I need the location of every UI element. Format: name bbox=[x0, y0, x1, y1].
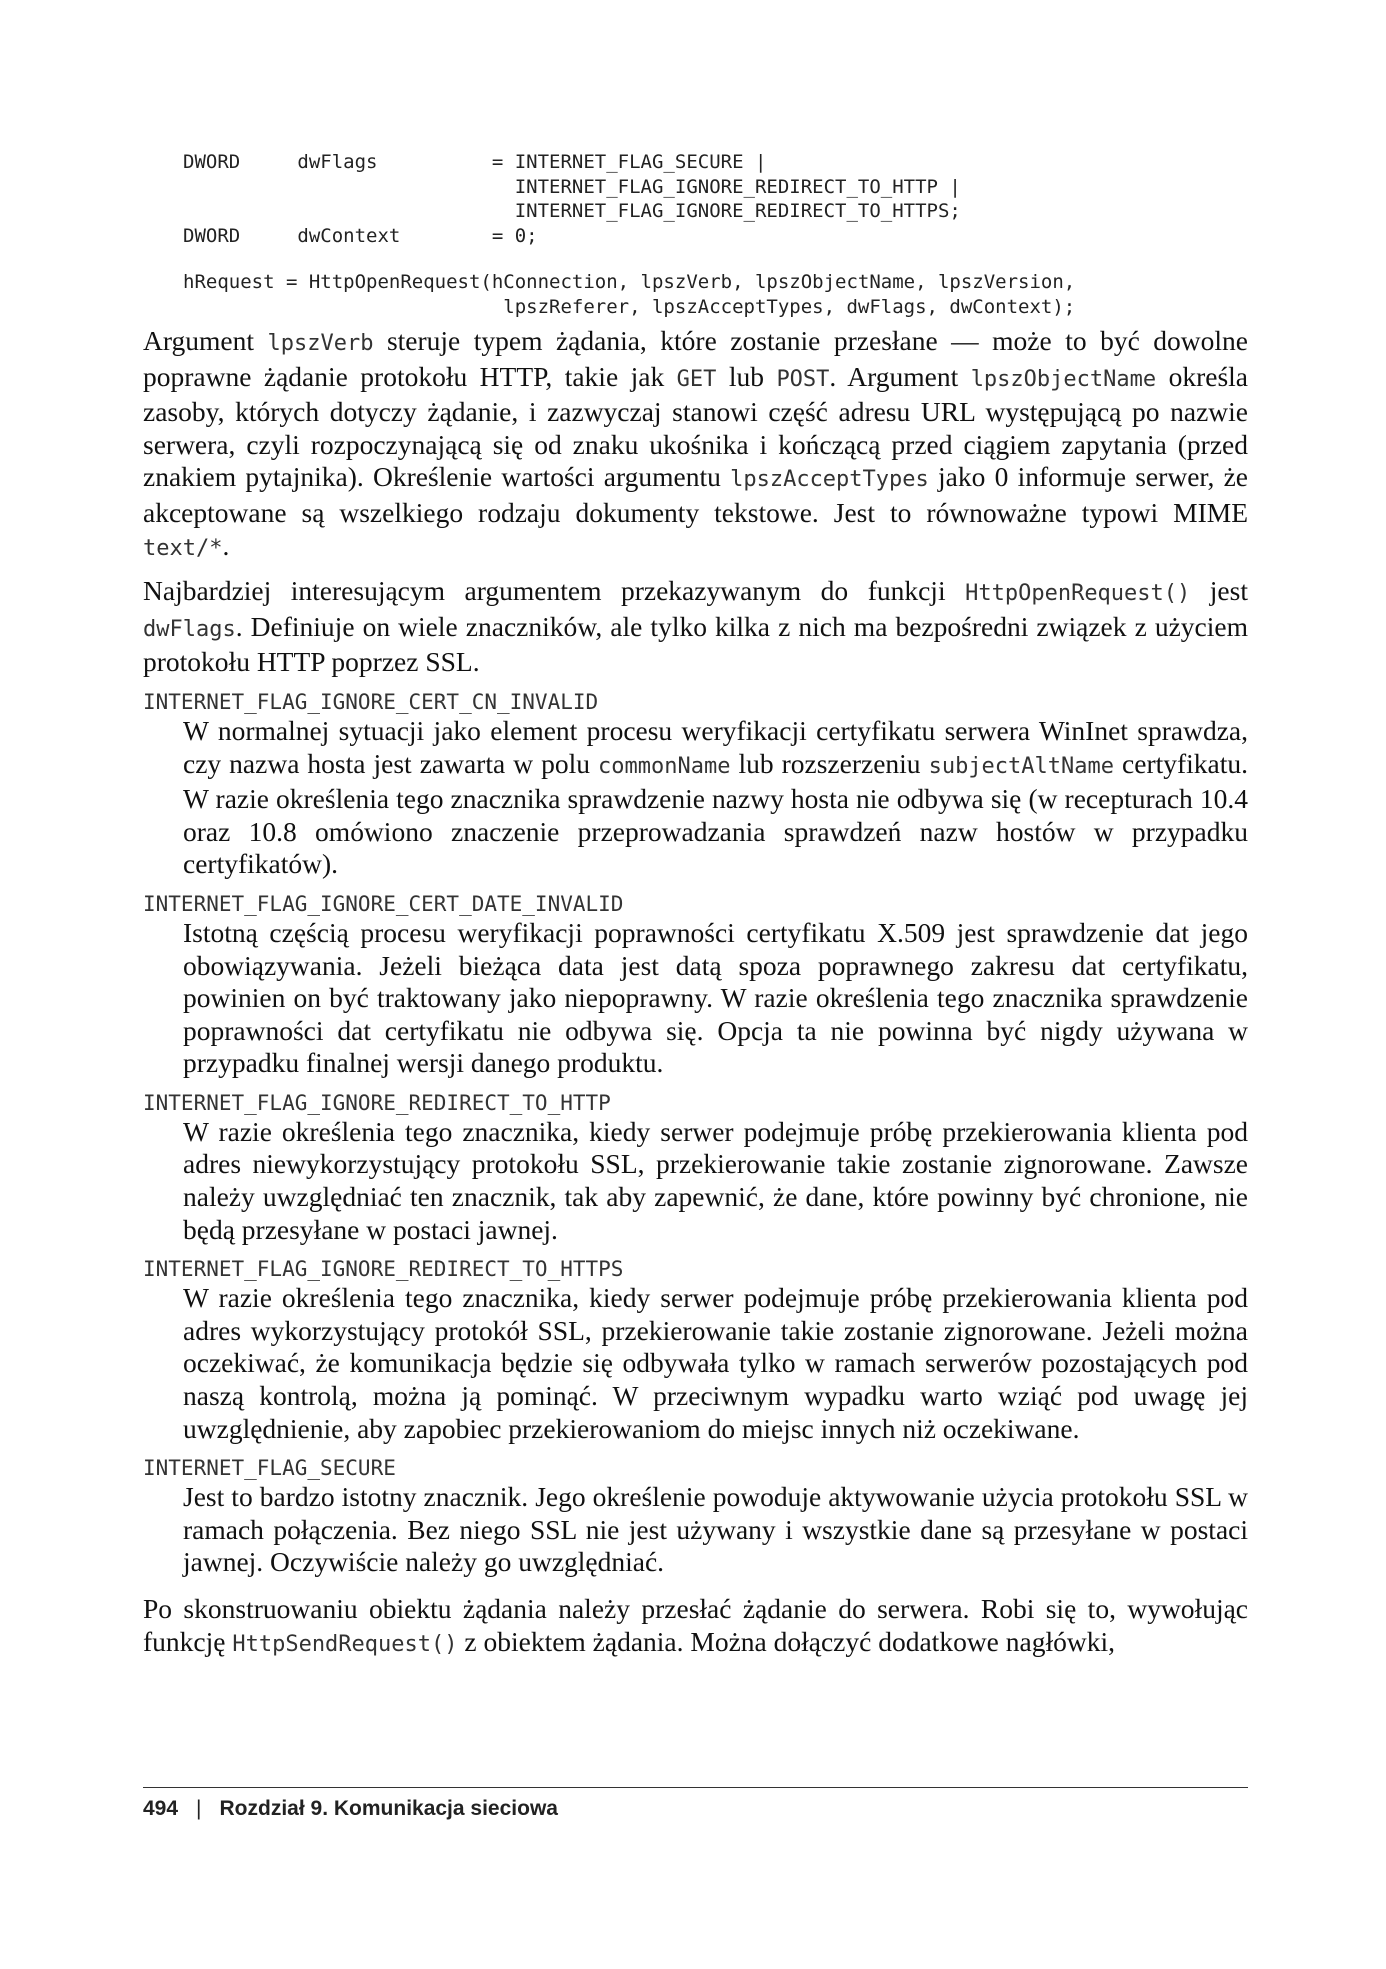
paragraph-arguments bbox=[143, 325, 1248, 565]
chapter-title: Rozdział 9. Komunikacja sieciowa bbox=[219, 1797, 558, 1820]
text-run: jest bbox=[1190, 575, 1248, 607]
page-footer bbox=[143, 1797, 558, 1821]
inline-code: lpszVerb bbox=[267, 331, 374, 356]
inline-code: commonName bbox=[597, 753, 731, 779]
flag-cert-cn-invalid bbox=[143, 689, 1248, 881]
text-run: Najbardziej interesującym argumentem przekazywanym do funkcji bbox=[143, 575, 966, 607]
inline-code: lpszAcceptTypes bbox=[730, 467, 929, 493]
flag-description bbox=[183, 715, 1248, 881]
inline-code: subjectAltName bbox=[928, 753, 1115, 779]
flag-description: W razie określenia tego znacznika, kiedy serwer podejmuje próbę przekierowania klienta pod adres wykorzystujący protokół SSL, przekierowanie takie zostanie zignorowane. Jeżeli można oczekiwać, że komunikacja będzie się odbywała tylko w ramach serwerów pozostających pod naszą kontrolą, można ją pominąć. W przeciwnym wypadku warto wziąć pod uwagę jej uwzględnienie, aby zapobiec przekierowaniom do miejsc innych niż oczekiwane. bbox=[183, 1282, 1248, 1444]
text-run: steruje typem żądania, które zostanie przesłane — może to być dowolne poprawne żądanie protokołu HTTP, takie jak bbox=[143, 325, 1248, 392]
inline-code: HttpSendRequest() bbox=[232, 1631, 458, 1657]
flag-term: INTERNET_FLAG_IGNORE_REDIRECT_TO_HTTP bbox=[143, 1090, 611, 1115]
footer-separator: | bbox=[196, 1797, 202, 1820]
code-block-http-open-request: hRequest = HttpOpenRequest(hConnection, lpszVerb, lpszObjectName, lpszVersion, lpszReferer, lpszAcceptTypes, dwFlags, dwContext); bbox=[183, 271, 1076, 318]
page-content bbox=[143, 150, 1248, 1661]
inline-code: lpszObjectName bbox=[970, 366, 1157, 392]
inline-code: GET bbox=[676, 366, 717, 392]
text-run: z obiektem żądania. Można dołączyć dodatkowe nagłówki, bbox=[457, 1625, 1115, 1657]
text-run: . Definiuje on wiele znaczników, ale tylko kilka z nich ma bezpośredni związek z użyciem protokołu HTTP poprzez SSL. bbox=[143, 610, 1248, 678]
inline-code: HttpOpenRequest() bbox=[965, 581, 1191, 607]
flag-redirect-to-http bbox=[143, 1090, 1248, 1246]
flag-secure bbox=[143, 1455, 1248, 1579]
footer-divider bbox=[143, 1787, 1248, 1788]
flag-term: INTERNET_FLAG_IGNORE_REDIRECT_TO_HTTPS bbox=[143, 1257, 624, 1282]
paragraph-dwflags bbox=[143, 575, 1248, 679]
code-block-declarations: DWORD dwFlags = INTERNET_FLAG_SECURE | INTERNET_FLAG_IGNORE_REDIRECT_TO_HTTP | INTERNET_FLAG_IGNORE_REDIRECT_TO_HTTPS; DWORD dwContext = 0; bbox=[183, 151, 961, 247]
paragraph-send-request bbox=[143, 1593, 1248, 1661]
flag-term: INTERNET_FLAG_IGNORE_CERT_CN_INVALID bbox=[143, 689, 599, 714]
flag-redirect-to-https bbox=[143, 1256, 1248, 1445]
text-run: . bbox=[222, 529, 230, 561]
inline-code: dwFlags bbox=[143, 616, 236, 642]
flag-description: Jest to bardzo istotny znacznik. Jego określenie powoduje aktywowanie użycia protokołu SSL w ramach połączenia. Bez niego SSL nie jest używany i wszystkie dane są przesyłane w postaci jawnej. Oczywiście należy go uwzględniać. bbox=[183, 1481, 1248, 1578]
flag-term: INTERNET_FLAG_IGNORE_CERT_DATE_INVALID bbox=[143, 891, 624, 916]
flag-cert-date-invalid bbox=[143, 891, 1248, 1080]
text-run: określa zasoby, których dotyczy żądanie, i zazwyczaj stanowi część adresu URL występującą po nazwie serwera, czyli rozpoczynającą się od znaku ukośnika i kończącą przed ciągiem zapytania (przed znakiem pytajnika). Określenie wartości argumentu bbox=[143, 360, 1248, 493]
flag-description: W razie określenia tego znacznika, kiedy serwer podejmuje próbę przekierowania klienta pod adres niewykorzystujący protokołu SSL, przekierowanie takie zostanie zignorowane. Zawsze należy uwzględniać ten znacznik, tak aby zapewnić, że dane, które powinny być chronione, nie będą przesyłane w postaci jawnej. bbox=[183, 1115, 1248, 1245]
inline-code: POST bbox=[776, 366, 830, 392]
text-run: certyfikatu. W razie określenia tego znacznika sprawdzenie nazwy hosta nie odbywa się (w recepturach 10.4 oraz 10.8 omówiono znaczenie przeprowadzania sprawdzeń nazw hostów w przypadku certyfikatów). bbox=[183, 747, 1249, 880]
text-run: lub rozszerzeniu bbox=[730, 747, 929, 779]
flag-term: INTERNET_FLAG_SECURE bbox=[143, 1456, 396, 1481]
text-run: jako 0 informuje serwer, że akceptowane są wszelkiego rodzaju dokumenty tekstowe. Jest to równoważne typowi MIME bbox=[143, 461, 1248, 528]
page-number: 494 bbox=[143, 1797, 179, 1820]
inline-code: text/* bbox=[143, 535, 223, 561]
text-run: . Argument bbox=[829, 360, 971, 392]
text-run: Argument bbox=[143, 325, 268, 356]
flag-description: Istotną częścią procesu weryfikacji poprawności certyfikatu X.509 jest sprawdzenie dat jego obowiązywania. Jeżeli bieżąca data jest datą spoza poprawnego zakresu dat certyfikatu, powinien on być traktowany jako niepoprawny. W razie określenia tego znacznika sprawdzenie poprawności dat certyfikatu nie odbywa się. Opcja ta nie powinna być nigdy używana w przypadku finalnej wersji danego produktu. bbox=[183, 916, 1248, 1079]
text-run: W normalnej sytuacji jako element procesu weryfikacji certyfikatu serwera WinInet sprawdza, czy nazwa hosta jest zawarta w polu bbox=[183, 714, 1248, 779]
text-run: Po skonstruowaniu obiektu żądania należy przesłać żądanie do serwera. Robi się to, wywołując funkcję bbox=[143, 1593, 1248, 1657]
text-run: lub bbox=[716, 360, 777, 392]
